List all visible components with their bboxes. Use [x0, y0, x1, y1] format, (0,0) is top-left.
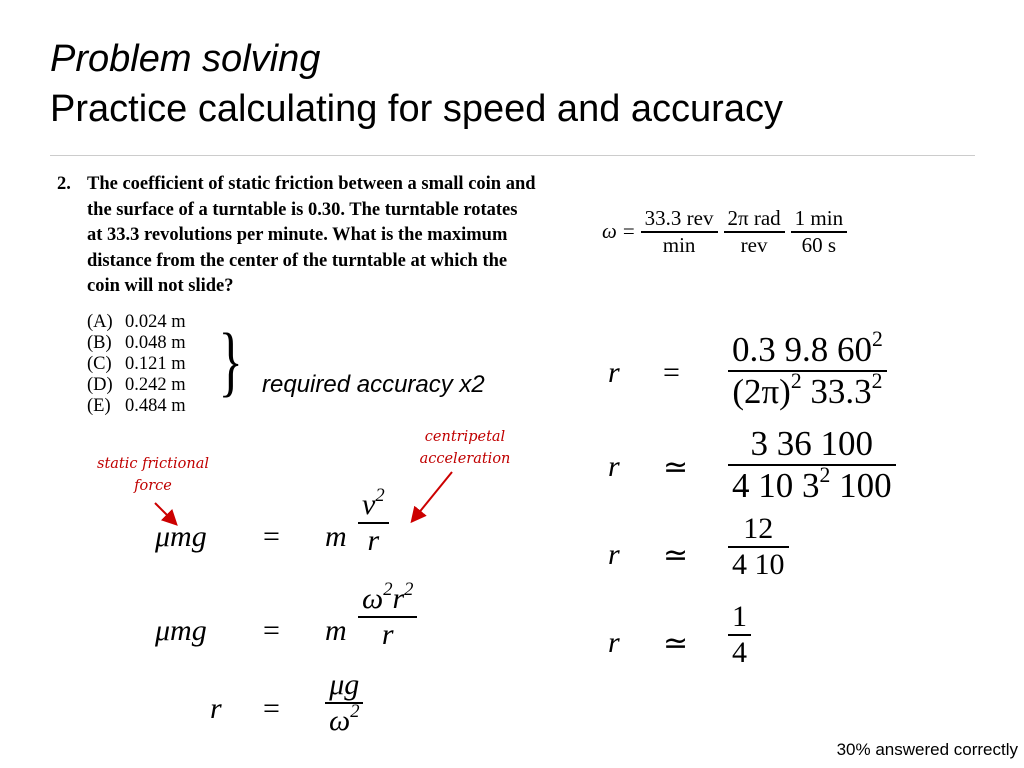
right-equation-2 [608, 424, 928, 516]
accuracy-note: required accuracy x2 [262, 371, 485, 398]
den-exp: 2 [819, 462, 831, 487]
problem-number: 2. [57, 174, 71, 194]
numerator: 1 min [794, 206, 844, 230]
choice-label: (B) [87, 333, 112, 353]
denominator: 60 s [801, 232, 837, 257]
den-base: ω [329, 703, 351, 737]
numerator [358, 484, 389, 522]
denominator [728, 462, 896, 506]
fraction [728, 600, 751, 670]
curly-brace: } [218, 317, 243, 404]
denominator [728, 368, 886, 412]
problem-text: The coefficient of static friction between a small coin and the surface of a turntable is 0.30. The turntable rotates at 33.3 revolutions per minute. What is the maximum distance from the center of the turntable at which the coin will not slide? [87, 174, 536, 296]
den-exp: 2 [871, 368, 883, 393]
choice-label: (C) [87, 354, 112, 374]
denominator: 4 [732, 635, 747, 669]
approx-sign: ≃ [663, 451, 689, 484]
annotation-line: static frictional [97, 456, 209, 472]
numerator [728, 326, 887, 370]
den-base: 4 10 3 [732, 465, 820, 505]
choice-value: 0.484 m [125, 396, 186, 416]
num-exp: 2 [383, 578, 393, 600]
approx-sign: ≃ [663, 539, 689, 572]
choice-label: (A) [87, 312, 113, 332]
equals-sign: = [263, 692, 280, 725]
eq-lhs: r [210, 692, 222, 725]
denominator: 4 10 [732, 547, 785, 581]
eq-lhs: r [608, 626, 620, 659]
choice-value: 0.024 m [125, 312, 186, 332]
numerator: 3 36 100 [750, 424, 874, 463]
title-line-2: Practice calculating for speed and accuracy [50, 88, 783, 130]
equals-sign: = [263, 520, 280, 553]
choice-label: (E) [87, 396, 111, 416]
choice-value: 0.121 m [125, 354, 186, 374]
omega-equation [602, 206, 847, 258]
annotation-line: force [134, 478, 172, 494]
num-base: ω [362, 582, 384, 615]
fraction [358, 578, 417, 652]
right-equation-4 [608, 600, 928, 686]
fraction [728, 326, 887, 412]
annotation-line: acceleration [419, 451, 511, 467]
denominator: rev [740, 232, 768, 257]
approx-sign: ≃ [663, 627, 689, 660]
fraction [791, 206, 847, 258]
numerator: μg [329, 668, 360, 701]
numerator: 12 [743, 512, 774, 545]
equals-sign: = [622, 219, 635, 244]
choice-value: 0.242 m [125, 375, 186, 395]
title-line-1: Problem solving [50, 38, 321, 80]
choice-label: (D) [87, 375, 113, 395]
fraction [325, 668, 363, 738]
num-exp: 2 [872, 326, 883, 351]
equals-sign: = [263, 614, 280, 647]
left-equation-3 [155, 668, 455, 766]
denominator: r [367, 523, 380, 557]
den-exp: 2 [790, 368, 802, 393]
numerator: 33.3 rev [644, 206, 714, 230]
eq-lhs: r [608, 450, 620, 483]
fraction [728, 512, 789, 582]
numerator [358, 578, 417, 616]
equals-sign: = [663, 356, 680, 389]
annotation-line: centripetal [424, 429, 506, 445]
num-base: r [392, 582, 405, 615]
answer-stat: 30% answered correctly [836, 740, 1018, 759]
denominator: min [662, 232, 696, 257]
eq-coef: m [325, 520, 347, 553]
fraction [728, 424, 896, 506]
denominator: r [381, 617, 394, 651]
denominator [325, 700, 363, 738]
num-base: v [362, 488, 376, 521]
num-exp: 2 [375, 484, 385, 506]
right-equation-1 [608, 326, 928, 422]
numerator: 1 [732, 600, 747, 633]
num-base: 0.3 9.8 60 [732, 330, 872, 369]
left-equation-1 [155, 484, 455, 586]
eq-lhs: r [608, 356, 620, 389]
num-exp: 2 [404, 578, 414, 600]
omega-symbol: ω [602, 219, 617, 244]
fraction [724, 206, 785, 258]
den-base: 33.3 [801, 371, 872, 411]
left-equation-2 [155, 578, 455, 680]
den-base: 100 [830, 465, 892, 505]
choice-value: 0.048 m [125, 333, 186, 353]
numerator: 2π rad [727, 206, 781, 230]
fraction [358, 484, 389, 558]
den-base: (2π) [732, 371, 791, 411]
right-equation-3 [608, 512, 928, 598]
eq-lhs: μmg [155, 614, 207, 647]
fraction [641, 206, 718, 258]
eq-lhs: r [608, 538, 620, 571]
eq-coef: m [325, 614, 347, 647]
eq-lhs: μmg [155, 520, 207, 553]
den-exp: 2 [350, 700, 360, 722]
